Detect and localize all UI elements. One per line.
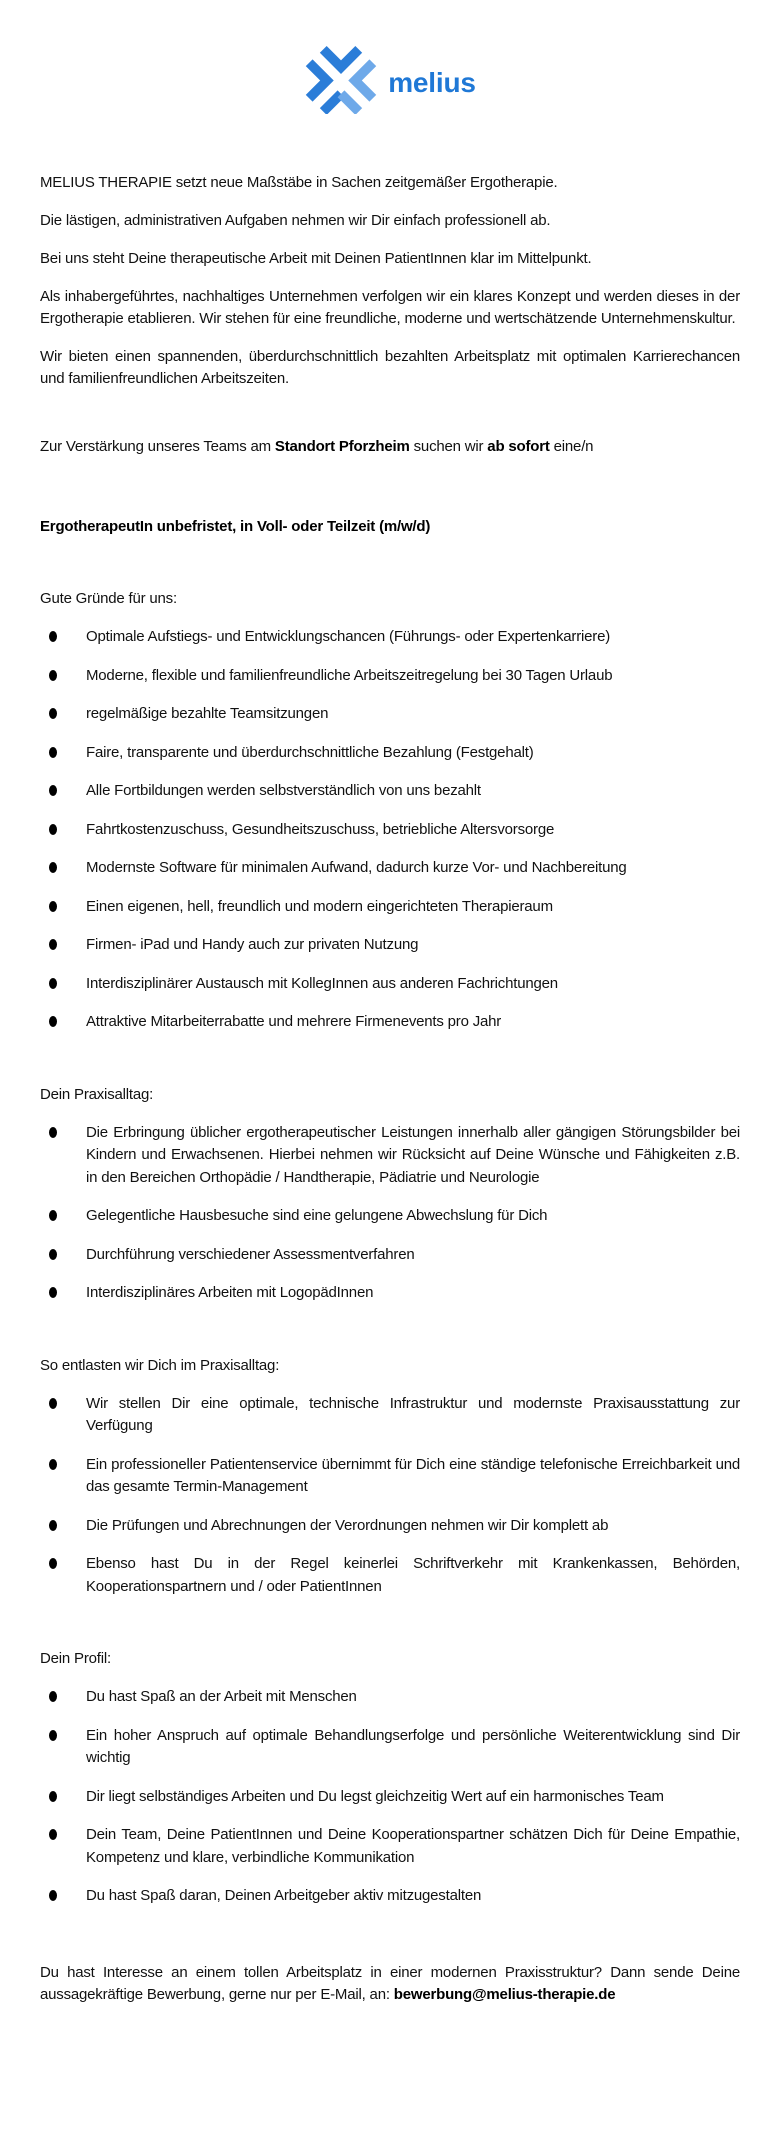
list-item-text: Modernste Software für minimalen Aufwand, dadurch kurze Vor- und Nachbereitung (86, 859, 627, 876)
list-item (40, 1122, 740, 1190)
list-item (40, 703, 740, 726)
list-item-text: Interdisziplinärer Austausch mit KollegInnen aus anderen Fachrichtungen (86, 974, 558, 992)
list-item-text: Wir stellen Dir eine optimale, technische Infrastruktur und modernste Praxisausstattung zur Verfügung (86, 1394, 740, 1434)
list-item (40, 1011, 740, 1034)
bullet-icon (49, 1459, 57, 1470)
intro-paragraph: Bei uns steht Deine therapeutische Arbeit mit Deinen PatientInnen klar im Mittelpunkt. (40, 250, 592, 267)
list-item-text: Einen eigenen, hell, freundlich und modern eingerichteten Therapieraum (86, 897, 553, 915)
list-item-text: Dir liegt selbständiges Arbeiten und Du legst gleichzeitig Wert auf ein harmonisches Team (86, 1787, 664, 1805)
list-item (40, 1205, 740, 1228)
list-item-text: Ein professioneller Patientenservice übernimmt für Dich eine ständige telefonische Erreichbarkeit und das gesamte Termin-Management (86, 1455, 740, 1495)
bullet-icon (49, 1691, 57, 1702)
closing-text: Du hast Interesse an einem tollen Arbeitsplatz in einer modernen Praxisstruktur? Dann sende Deine aussagekräftige Bewerbung, gerne nur per E-Mail, an: (40, 1963, 740, 2003)
bullet-icon (49, 901, 57, 912)
application-email[interactable]: bewerbung@melius-therapie.de (393, 1985, 616, 2003)
bullet-icon (49, 1249, 57, 1260)
list-item (40, 896, 740, 919)
melius-x-icon (304, 44, 378, 114)
bullet-icon (49, 824, 57, 835)
bullet-icon (49, 1890, 57, 1901)
list-item-text: Fahrtkostenzuschuss, Gesundheitszuschuss, betriebliche Altersvorsorge (86, 820, 555, 838)
bullet-list (40, 1122, 740, 1305)
intro-paragraph: Als inhabergeführtes, nachhaltiges Unternehmen verfolgen wir ein klares Konzept und werden dieses in der Ergotherapie etablieren. Wir stehen für eine freundliche, moderne und wertschätzende Unternehmenskultur. (40, 288, 740, 327)
bullet-icon (49, 631, 57, 642)
list-item (40, 973, 740, 996)
list-item-text: Ebenso hast Du in der Regel keinerlei Schriftverkehr mit Krankenkassen, Behörden, Kooperationspartnern und / oder PatientInnen (86, 1555, 740, 1595)
list-item-text: Interdisziplinäres Arbeiten mit LogopädInnen (86, 1284, 374, 1301)
list-item (40, 1393, 740, 1438)
closing-paragraph (40, 1962, 740, 2006)
vacancy-start-date: ab sofort (487, 438, 550, 455)
list-item (40, 1824, 740, 1869)
bullet-icon (49, 1558, 57, 1569)
vacancy-location: Standort Pforzheim (274, 438, 410, 455)
logo (40, 44, 740, 114)
list-item (40, 1786, 740, 1809)
list-item-text: regelmäßige bezahlte Teamsitzungen (86, 705, 329, 722)
bullet-icon (49, 1016, 57, 1027)
intro-paragraph: MELIUS THERAPIE setzt neue Maßstäbe in Sachen zeitgemäßer Ergotherapie. (40, 174, 558, 191)
list-item-text: Dein Team, Deine PatientInnen und Deine Kooperationspartner schätzen Dich für Deine Empathie, Kompetenz und klare, verbindliche Kommunikation (86, 1826, 740, 1866)
bullet-list (40, 1393, 740, 1599)
list-item-text: Moderne, flexible und familienfreundliche Arbeitszeitregelung bei 30 Tagen Urlaub (86, 666, 613, 684)
section-heading: Dein Praxisalltag: (40, 1085, 154, 1103)
list-item-text: Durchführung verschiedener Assessmentverfahren (86, 1245, 415, 1263)
section-heading: So entlasten wir Dich im Praxisalltag: (40, 1356, 280, 1374)
list-item (40, 857, 740, 880)
list-item (40, 1244, 740, 1267)
vacancy-prefix: Zur Verstärkung unseres Teams am (40, 438, 275, 455)
list-item-text: Attraktive Mitarbeiterrabatte und mehrere Firmenevents pro Jahr (86, 1013, 502, 1030)
list-item-text: Optimale Aufstiegs- und Entwicklungschancen (Führungs- oder Expertenkarriere) (86, 628, 611, 645)
list-item-text: Ein hoher Anspruch auf optimale Behandlungserfolge und persönliche Weiterentwicklung sind Dir wichtig (86, 1726, 740, 1766)
bullet-icon (49, 1287, 57, 1298)
list-item-text: Du hast Spaß an der Arbeit mit Menschen (86, 1688, 357, 1705)
list-item-text: Gelegentliche Hausbesuche sind eine gelungene Abwechslung für Dich (86, 1207, 548, 1224)
bullet-icon (49, 1730, 57, 1741)
bullet-icon (49, 1520, 57, 1531)
list-item-text: Faire, transparente und überdurchschnittliche Bezahlung (Festgehalt) (86, 743, 534, 761)
list-item (40, 819, 740, 842)
list-item (40, 1686, 740, 1709)
bullet-icon (49, 708, 57, 719)
bullet-icon (49, 785, 57, 796)
intro-paragraph: Wir bieten einen spannenden, überdurchschnittlich bezahlten Arbeitsplatz mit optimalen Karrierechancen und familienfreundlichen Arbeitszeiten. (40, 348, 740, 387)
section-heading: Gute Gründe für uns: (40, 590, 177, 607)
list-item-text: Du hast Spaß daran, Deinen Arbeitgeber aktiv mitzugestalten (86, 1887, 482, 1904)
list-item (40, 665, 740, 688)
list-item (40, 1454, 740, 1499)
list-item (40, 780, 740, 803)
bullet-icon (49, 1127, 57, 1138)
bullet-icon (49, 1791, 57, 1802)
sections (40, 588, 740, 1908)
list-item (40, 1885, 740, 1908)
list-item (40, 1282, 740, 1305)
bullet-icon (49, 747, 57, 758)
list-item (40, 1515, 740, 1538)
bullet-icon (49, 862, 57, 873)
list-item-text: Alle Fortbildungen werden selbstverständlich von uns bezahlt (86, 782, 481, 799)
bullet-icon (49, 978, 57, 989)
list-item (40, 1553, 740, 1598)
list-item (40, 1725, 740, 1770)
intro-paragraph: Die lästigen, administrativen Aufgaben nehmen wir Dir einfach professionell ab. (40, 212, 551, 229)
vacancy-suffix: eine/n (549, 438, 594, 455)
list-item-text: Die Erbringung üblicher ergotherapeutischer Leistungen innerhalb aller gängigen Störungsbilder bei Kindern und Erwachsenen. Hierbei nehmen wir Rücksicht auf Deine Wünsche und Fähigkeiten z.B. in den Bereichen Orthopädie / Handtherapie, Pädiatrie und Neurologie (86, 1123, 740, 1186)
bullet-list (40, 1686, 740, 1908)
bullet-list (40, 626, 740, 1034)
list-item (40, 626, 740, 649)
list-item (40, 934, 740, 957)
vacancy-middle: suchen wir (409, 438, 488, 455)
vacancy-line (40, 436, 740, 458)
list-item (40, 742, 740, 765)
list-item-text: Die Prüfungen und Abrechnungen der Verordnungen nehmen wir Dir komplett ab (86, 1516, 609, 1534)
bullet-icon (49, 1398, 57, 1409)
bullet-icon (49, 1210, 57, 1221)
job-title: ErgotherapeutIn unbefristet, in Voll- oder Teilzeit (m/w/d) (40, 518, 431, 535)
bullet-icon (49, 670, 57, 681)
bullet-icon (49, 1829, 57, 1840)
intro (40, 172, 740, 390)
bullet-icon (49, 939, 57, 950)
list-item-text: Firmen- iPad und Handy auch zur privaten Nutzung (86, 936, 419, 953)
section-heading: Dein Profil: (40, 1650, 111, 1667)
brand-name: melius (388, 67, 476, 98)
